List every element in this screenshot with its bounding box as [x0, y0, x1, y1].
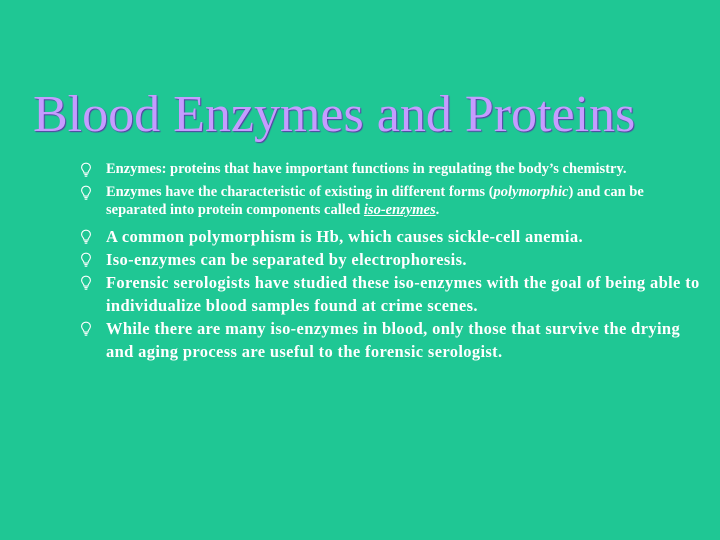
bullet-text: While there are many iso-enzymes in blood, only those that survive the drying and aging process are useful to the forensic serologist. — [106, 319, 681, 361]
bullet-text-part: . — [435, 202, 440, 218]
lightbulb-icon — [80, 162, 92, 178]
lightbulb-icon — [80, 185, 92, 201]
bullet-item — [80, 183, 700, 219]
bullet-item — [80, 160, 700, 178]
bullet-text-part: Enzymes have the characteristic of existing in different forms ( — [106, 184, 494, 200]
bullet-text: Iso-enzymes can be separated by electrophoresis. — [106, 250, 467, 269]
bullet-text-part: ) and can be separated into protein components called — [106, 184, 644, 218]
slide-title: Blood Enzymes and Proteins — [33, 86, 636, 143]
lightbulb-icon — [80, 275, 92, 291]
bullet-text: Forensic serologists have studied these iso-enzymes with the goal of being able to individualize blood samples found at crime scenes. — [106, 273, 700, 315]
lightbulb-icon — [80, 321, 92, 337]
bullet-item — [80, 317, 700, 363]
lightbulb-icon — [80, 229, 92, 245]
bullet-list — [80, 160, 700, 363]
bullet-item — [80, 271, 700, 317]
bullet-item — [80, 225, 700, 248]
bullet-text: Enzymes: proteins that have important functions in regulating the body’s chemistry. — [106, 161, 627, 177]
bullet-text — [106, 184, 644, 218]
lightbulb-icon — [80, 252, 92, 268]
bullet-item — [80, 248, 700, 271]
term-polymorphic: polymorphic — [493, 184, 569, 200]
term-iso-enzymes: iso-enzymes — [363, 202, 436, 218]
bullet-text: A common polymorphism is Hb, which causes sickle-cell anemia. — [106, 227, 583, 246]
